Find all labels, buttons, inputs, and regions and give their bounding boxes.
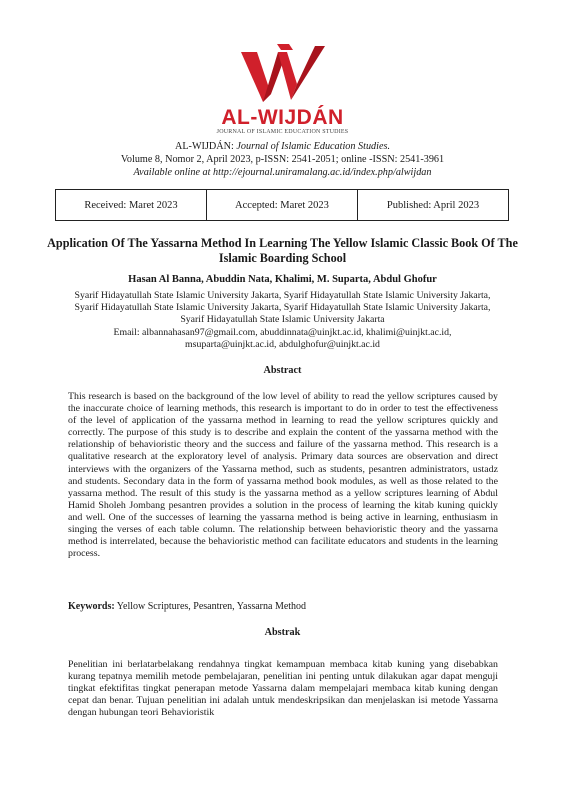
keywords-value: Yellow Scriptures, Pesantren, Yassarna Method [114, 601, 307, 612]
journal-name: Journal of Islamic Education Studies. [236, 141, 391, 152]
published-date: Published: April 2023 [357, 190, 508, 220]
journal-url-line: Available online at http://ejournal.uniramalang.ac.id/index.php/alwijdan [133, 167, 432, 178]
journal-info [0, 140, 565, 179]
abstrak-text: Penelitian ini berlatarbelakang rendahnya tingkat kemampuan membaca kitab kuning yang disebabkan kurang tepatnya memilih metode pembelajaran, penelitian ini penting untuk dilakukan agar dapat menguji tingkat efektifitas tingkat penerapan metode Yassarna dalam mempelajari membaca kitab kuning dengan cepat dan benar. Tujuan penelitian ini adalah untuk mendeskripsikan dan menjelaskan isi metode Yassarna dengan hubungan teori Behavioristik [68, 659, 498, 719]
dates-table [55, 189, 509, 221]
received-date: Received: Maret 2023 [84, 199, 178, 211]
author-affiliations [62, 290, 503, 351]
article-authors: Hasan Al Banna, Abuddin Nata, Khalimi, M. Suparta, Abdul Ghofur [128, 274, 437, 285]
abstrak-heading: Abstrak [264, 627, 301, 638]
journal-prefix: AL-WIJDÁN: [174, 141, 237, 152]
abstract-text: This research is based on the background of the low level of ability to read the yellow scriptures caused by the inaccurate choice of learning methods, this research is important to do in order to test the effectiveness of the level of application of the yassarna method in learning to read the yellow scriptures quickly and correctly. The purpose of this study is to describe and explain the content of the yassarna method with the relationship of behavioristic theory and the success and failure of the yassarna method. This research is a qualitative research at the exploratory level of analysis. Primary data sources are observation and direct interviews with the organizers of the Yassarna method, such as students, pesantren administrators, ustadz and students. Secondary data in the form of yassarna method book modules, as well as those related to the yassarna method. The result of this study is the yassarna method as a yellow scriptures learning of Abdul Hamid Sholeh Jombang pesantren provides a solution in the process of learning the kitab kuning quickly and well. One of the successes of learning the yassarna method is being active in learning, enthusiasm in singing the verses of each table column. The relationship between behavioristic theory and the yassarna method is interrelated, because the behavioristic method can facilitate educators and students in the learning process. [68, 391, 498, 560]
keywords-label: Keywords: [68, 601, 115, 612]
article-title: Application Of The Yassarna Method In Learning The Yellow Islamic Classic Book Of The Islamic Boarding School [47, 236, 518, 265]
logo-name: AL-WIJDÁN [221, 106, 344, 129]
journal-name-line [0, 140, 565, 153]
abstract-heading: Abstract [263, 365, 302, 376]
journal-logo [0, 38, 565, 135]
logo-subtitle: JOURNAL OF ISLAMIC EDUCATION STUDIES [216, 129, 349, 135]
affiliation-text: Syarif Hidayatullah State Islamic University Jakarta, Syarif Hidayatullah State Islamic University Jakarta, Syarif Hidayatullah State Islamic University Jakarta, Syarif Hidayatullah State Islamic University Jakarta, Syarif Hidayatullah State Islamic University Jakarta [74, 290, 491, 326]
journal-volume-line: Volume 8, Nomor 2, April 2023, p-ISSN: 2541-2051; online -ISSN: 2541-3961 [120, 154, 445, 165]
accepted-date: Accepted: Maret 2023 [206, 190, 357, 220]
al-wijdan-logo-icon [237, 38, 329, 108]
author-emails: Email: albannahasan97@gmail.com, abuddinnata@uinjkt.ac.id, khalimi@uinjkt.ac.id, msuparta@uinjkt.ac.id, abdulghofur@uinjkt.ac.id [113, 326, 452, 350]
keywords [68, 601, 498, 612]
